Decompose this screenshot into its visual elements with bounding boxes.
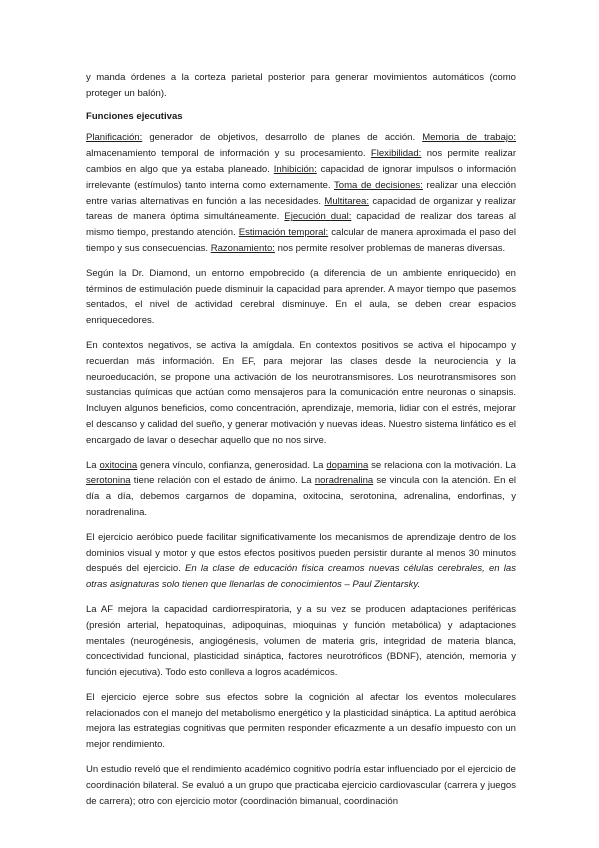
term-serotonina: serotonina [86, 475, 131, 487]
term-flexibilidad: Flexibilidad: [370, 148, 422, 160]
neuro-text-3: se relaciona con la motivación. La [368, 459, 516, 471]
desc-planificacion: generador de objetivos, desarrollo de planes de acción. [142, 132, 423, 144]
desc-flexibilidad: nos permite realizar cambios en algo que ya estaba planeado. [86, 148, 516, 175]
desc-inhibicion: capacidad de ignorar impulsos o información irrelevante (estímulos) tanto interna como externamente. [86, 163, 516, 191]
term-oxitocina: oxitocina [99, 459, 138, 471]
study-paragraph: Un estudio reveló que el rendimiento académico cognitivo podría estar influenciado por el ejercicio de coordinación bilateral. Se evaluó a un grupo que practicaba ejercicio cardiovascular (carrera y juegos de carrera); otro con ejercicio motor (coordinación bimanual, coordinación [86, 764, 516, 807]
term-estimacion-temporal: Estimación temporal: [238, 227, 329, 239]
desc-memoria-de-trabajo: almacenamiento temporal de información y su procesamiento. [86, 148, 371, 160]
neuro-text-4: tiene relación con el estado de ánimo. La [130, 475, 315, 487]
executive-functions-paragraph [86, 130, 516, 256]
diamond-paragraph: Según la Dr. Diamond, un entorno empobrecido (a diferencia de un ambiente enriquecido) en términos de estimulación puede disminuir la capacidad para aprender. A mayor tiempo que pasemos sentados, el nivel de actividad cerebral disminuye. En el aula, se deben crear espacios enriquecedores. [86, 267, 516, 327]
term-planificacion: Planificación: [86, 132, 143, 144]
desc-multitarea: capacidad de organizar y realizar tareas de manera óptima simultáneamente. [86, 195, 516, 223]
term-inhibicion: Inhibición: [273, 163, 317, 175]
aerobic-text: El ejercicio aeróbico puede facilitar significativamente los mecanismos de aprendizaje dentro de los dominios visual y motor y que estos efectos positivos pueden persistir durante al menos 30 minutos después del ejercicio. [86, 531, 516, 575]
term-toma-de-decisiones: Toma de decisiones: [334, 179, 423, 191]
aerobic-paragraph [86, 530, 516, 593]
desc-razonamiento: nos permite resolver problemas de maneras diversas. [274, 242, 506, 254]
desc-ejecucion-dual: capacidad de realizar dos tareas al mismo tiempo, prestando atención. [86, 211, 517, 239]
neurotransmitters-paragraph [86, 458, 516, 521]
intro-paragraph: y manda órdenes a la corteza parietal posterior para generar movimientos automáticos (como proteger un balón). [86, 72, 516, 99]
neuro-text-1: La [86, 459, 100, 471]
term-multitarea: Multitarea: [324, 195, 369, 207]
term-ejecucion-dual: Ejecución dual: [284, 211, 352, 223]
af-paragraph: La AF mejora la capacidad cardiorrespiratoria, y a su vez se producen adaptaciones periféricas (presión arterial, hepatoquinas, adipoquinas, mioquinas y función metabólica) y adaptaciones mentales (neurogénesis, angiogénesis, volumen de materia gris, integridad de materia blanca, concectividad funcional, plasticidad sináptica, factores neurotróficos (BDNF), atención, memoria y función ejecutiva). Todo esto conlleva a logros académicos. [86, 603, 516, 679]
term-noradrenalina: noradrenalina [314, 475, 374, 487]
desc-toma-de-decisiones: realizar una elección entre varias alternativas en función a las necesidades. [86, 179, 517, 207]
section-heading: Funciones ejecutivas [86, 110, 183, 122]
neuro-text-5: se vincula con la atención. En el día a día, debemos cargarnos de dopamina, oxitocina, serotonina, adrenalina, endorfinas, y noradrenalina. [86, 475, 517, 518]
term-razonamiento: Razonamiento: [210, 242, 275, 254]
cognition-paragraph: El ejercicio ejerce sobre sus efectos sobre la cognición al afectar los eventos moleculares relacionados con el manejo del metabolismo energético y la plasticidad sináptica. La aptitud aeróbica mejora las estrategias cognitivas que permiten responder eficazmente a un desafío impuesto con un mejor rendimiento. [86, 691, 516, 751]
document-page [86, 70, 516, 818]
term-dopamina: dopamina [326, 459, 369, 471]
term-memoria-de-trabajo: Memoria de trabajo: [422, 132, 517, 144]
neuro-text-2: genera vínculo, confianza, generosidad. La [137, 459, 327, 471]
desc-estimacion-temporal: calcular de manera aproximada el paso del tiempo y sus consecuencias. [86, 227, 516, 254]
contexts-paragraph: En contextos negativos, se activa la amígdala. En contextos positivos se activa el hipocampo y recuerdan más información. En EF, para mejorar las clases desde la neurociencia y la neuroeducación, se propone una activación de los neurotransmisores. Los neurotransmisores son sustancias químicas que actúan como mensajeros para la comunicación entre neuronas o sinapsis. Incluyen algunos beneficios, como concentración, aprendizaje, memoria, lidiar con el estrés, mejorar el descanso y calidad del sueño, y generar motivación y nuevas ideas. Nuestro sistema linfático es el encargado de lavar o desechar aquello que no nos sirve. [86, 339, 516, 446]
aerobic-quote: En la clase de educación física creamos nuevas células cerebrales, en las otras asignaturas solo tienen que llenarlas de conocimientos – Paul Zientarsky. [86, 563, 516, 591]
